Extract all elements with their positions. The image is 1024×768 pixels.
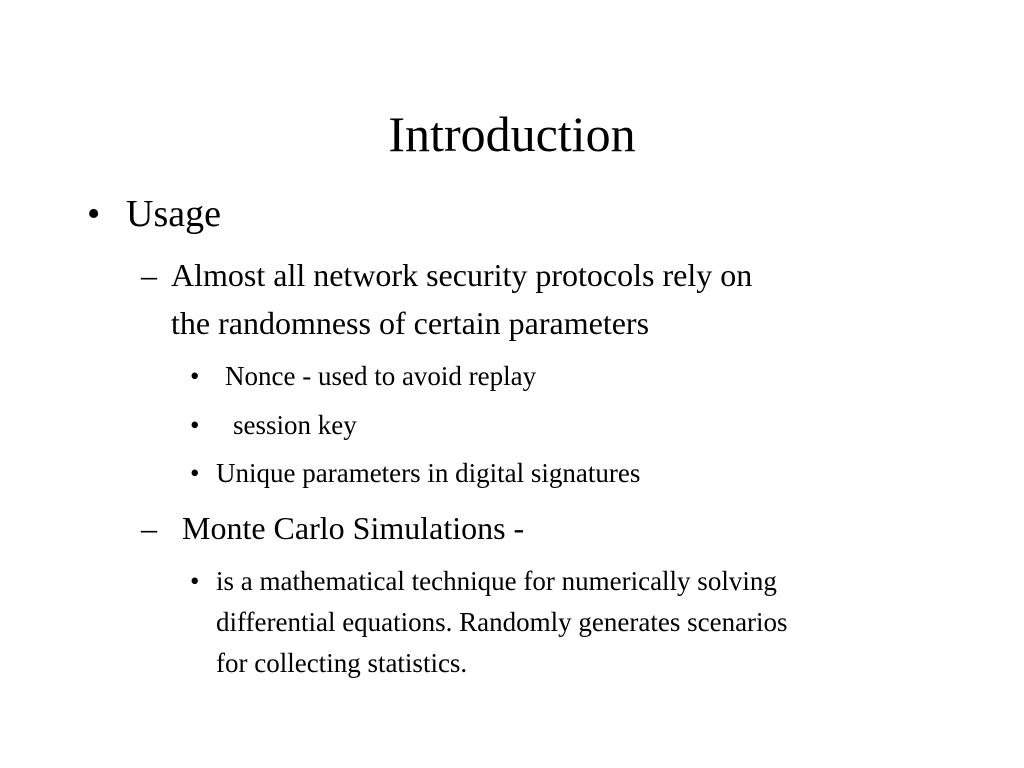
- item-session-key: session key: [233, 410, 357, 440]
- subbullet-protocols-line-1: Almost all network security protocols rely on: [171, 257, 753, 293]
- bullet-marker: •: [190, 566, 200, 596]
- item-nonce: Nonce - used to avoid replay: [225, 361, 537, 391]
- subbullet-protocols-line-2: the randomness of certain parameters: [171, 305, 650, 341]
- item-monte-carlo-line-2: differential equations. Randomly generates scenarios: [216, 607, 788, 637]
- item-monte-carlo-line-3: for collecting statistics.: [216, 648, 468, 678]
- dash-marker: –: [141, 257, 157, 293]
- item-unique-parameters: Unique parameters in digital signatures: [216, 458, 641, 488]
- subbullet-monte-carlo: Monte Carlo Simulations -: [182, 510, 525, 546]
- bullet-marker: •: [190, 410, 200, 440]
- bullet-usage: Usage: [126, 193, 221, 235]
- bullet-marker: •: [190, 361, 200, 391]
- dash-marker: –: [141, 510, 157, 546]
- item-monte-carlo-line-1: is a mathematical technique for numerically solving: [216, 566, 777, 596]
- bullet-marker: •: [190, 458, 200, 488]
- bullet-marker: •: [87, 193, 101, 235]
- slide-title: Introduction: [388, 106, 636, 162]
